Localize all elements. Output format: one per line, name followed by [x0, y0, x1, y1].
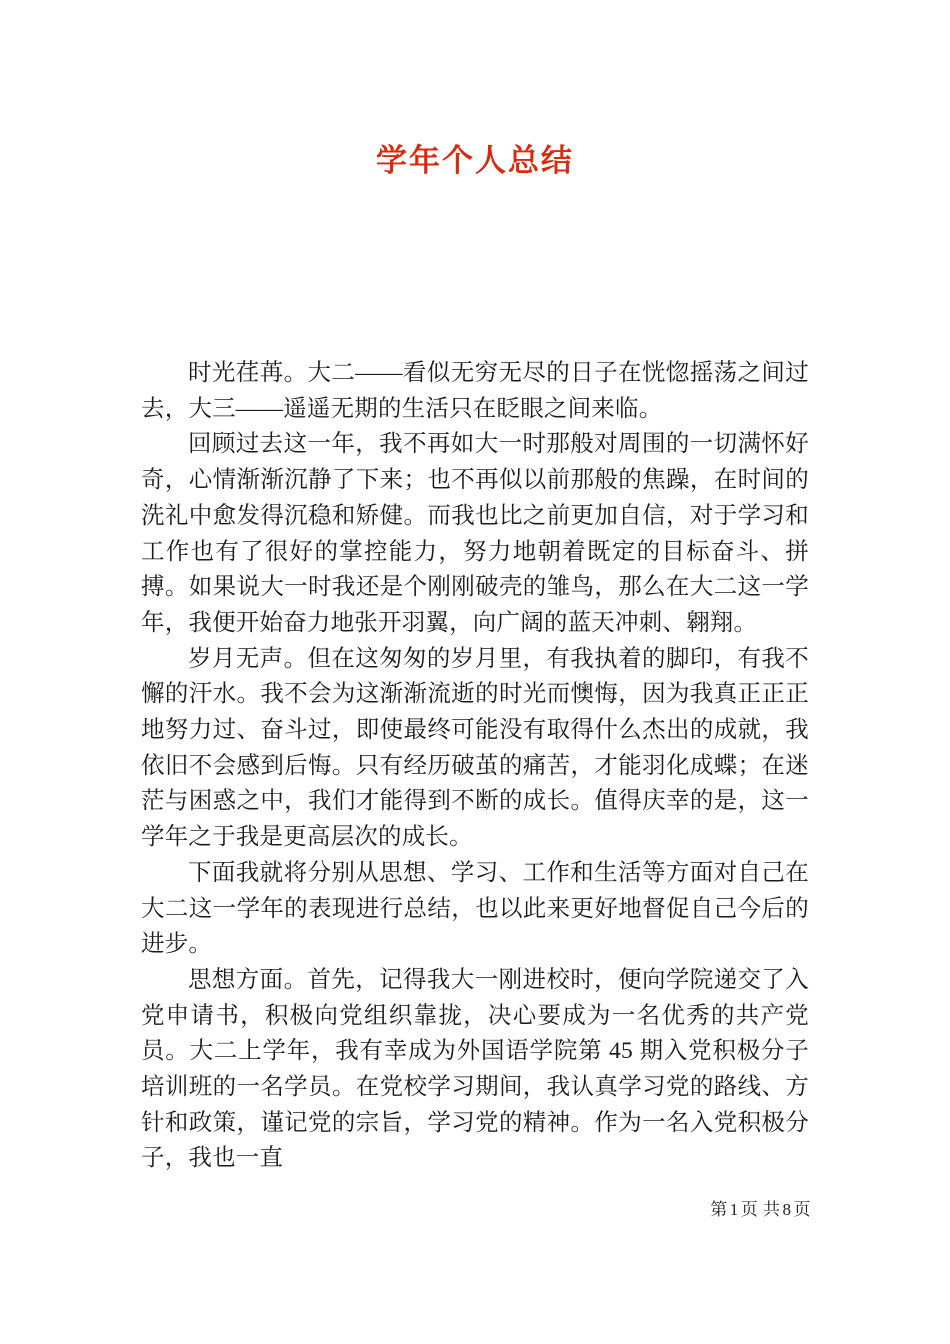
- paragraph: 岁月无声。但在这匆匆的岁月里，有我执着的脚印，有我不懈的汗水。我不会为这渐渐流逝的时光而懊悔，因为我真正正正地努力过、奋斗过，即使最终可能没有取得什么杰出的成就，我依旧不会感到后悔。只有经历破茧的痛苦，才能羽化成蝶；在迷茫与困惑之中，我们才能得到不断的成长。值得庆幸的是，这一学年之于我是更高层次的成长。: [141, 645, 809, 851]
- paragraph: 回顾过去这一年，我不再如大一时那般对周围的一切满怀好奇，心情渐渐沉静了下来；也不再似以前那般的焦躁，在时间的洗礼中愈发得沉稳和矫健。而我也比之前更加自信，对于学习和工作也有了很好的掌控能力，努力地朝着既定的目标奋斗、拼搏。如果说大一时我还是个刚刚破壳的雏鸟，那么在大二这一学年，我便开始奋力地张开羽翼，向广阔的蓝天冲刺、翱翔。: [141, 431, 809, 636]
- document-title: 学年个人总结: [376, 142, 574, 178]
- paragraph: 下面我就将分别从思想、学习、工作和生活等方面对自己在大二这一学年的表现进行总结，也以此来更好地督促自己今后的进步。: [141, 859, 809, 958]
- footer-total-pages: 8: [782, 1200, 792, 1219]
- paragraph: 时光荏苒。大二——看似无穷无尽的日子在恍惚摇荡之间过去，大三——遥遥无期的生活只在眨眼之间来临。: [141, 360, 809, 422]
- footer-suffix: 页: [793, 1200, 811, 1219]
- document-body: [141, 356, 809, 1177]
- footer-prefix: 第: [710, 1200, 728, 1219]
- page-footer: [710, 1198, 811, 1222]
- footer-middle: 页 共: [740, 1200, 781, 1219]
- footer-current-page: 1: [729, 1200, 739, 1219]
- paragraph: 思想方面。首先，记得我大一刚进校时，便向学院递交了入党申请书，积极向党组织靠拢，决心要成为一名优秀的共产党员。大二上学年，我有幸成为外国语学院第 45 期入党积极分子培训班的一名学员。在党校学习期间，我认真学习党的路线、方针和政策，谨记党的宗旨，学习党的精神。作为一名入党积极分子，我也一直: [141, 966, 809, 1172]
